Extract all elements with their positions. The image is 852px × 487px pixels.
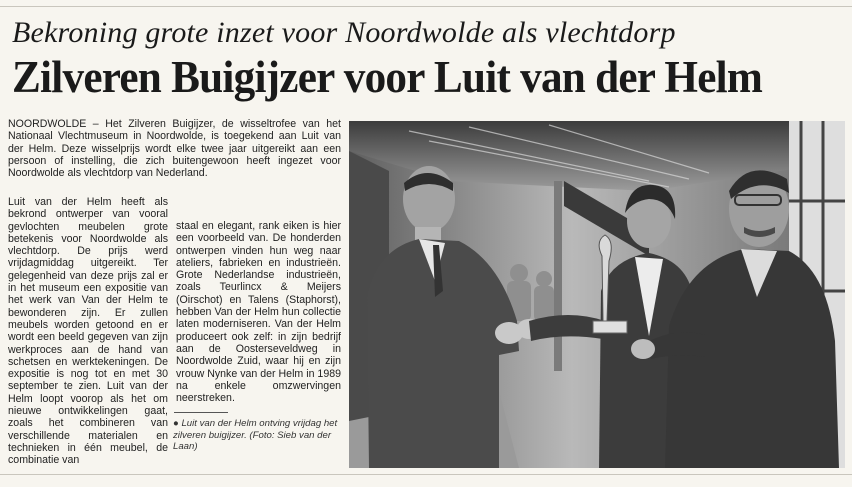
article-headline: Zilveren Buigijzer voor Luit van der Helm: [12, 52, 763, 102]
article-lead-paragraph: NOORDWOLDE – Het Zilveren Buigijzer, de wisseltrofee van het Nationaal Vlechtmuseum in Noordwolde, is toegekend aan Luit van der Helm. Deze wisselprijs wordt elke twee jaar uitgereikt aan een persoon of instelling, die zich buitengewoon heeft ingezet voor Noordwolde als vlechtdorp van Nederland.: [8, 118, 341, 180]
photo-illustration: [349, 121, 845, 468]
bottom-rule: [0, 474, 852, 475]
top-rule: [0, 6, 852, 7]
article-subhead: Bekroning grote inzet voor Noordwolde als vlechtdorp: [12, 16, 676, 49]
article-column-2: staal en elegant, rank eiken is hier een voorbeeld van. De honderden ontwerpen vinden hun weg naar ateliers, fabrieken en industrieën. Grote Nederlandse industrieën, zoals Teurlincx & Meijers (Oirschot) en Talens (Staphorst), hebben Van der Helm hun collectie laten moderniseren. Van der Helm produceert ook zelf: in zijn bedrijf aan de Oosterseveldweg in Noordwolde Zuid, waar hij en zijn vrouw Nynke van der Helm in 1989 na enkele omzwervingen neerstreken.: [176, 220, 341, 405]
award-handover-photo: [349, 121, 845, 468]
caption-rule: [174, 412, 228, 413]
article-column-1: Luit van der Helm heeft als bekrond ontwerper van vooral gevlochten meubelen grote betekenis voor Noordwolde als vlechtdorp. De prijs werd vrijdagmiddag uitgereikt. Ter gelegenheid van deze prijs zal er in het museum een expositie van het werk van Van der Helm te bewonderen zijn. Er zullen meubels worden getoond en er wordt een beeld gegeven van zijn werkproces aan de hand van schetsen en werktekeningen. De expositie is nog tot en met 30 september te zien. Luit van der Helm loopt voorop als het om nieuwe ontwikkelingen gaat, zoals het combineren van verschillende materialen en technieken in één meubel, de combinatie van: [8, 196, 168, 467]
pillar: [554, 181, 562, 371]
photo-caption: ● Luit van der Helm ontving vrijdag het zilveren buigijzer. (Foto: Sieb van der Laan): [173, 418, 338, 452]
